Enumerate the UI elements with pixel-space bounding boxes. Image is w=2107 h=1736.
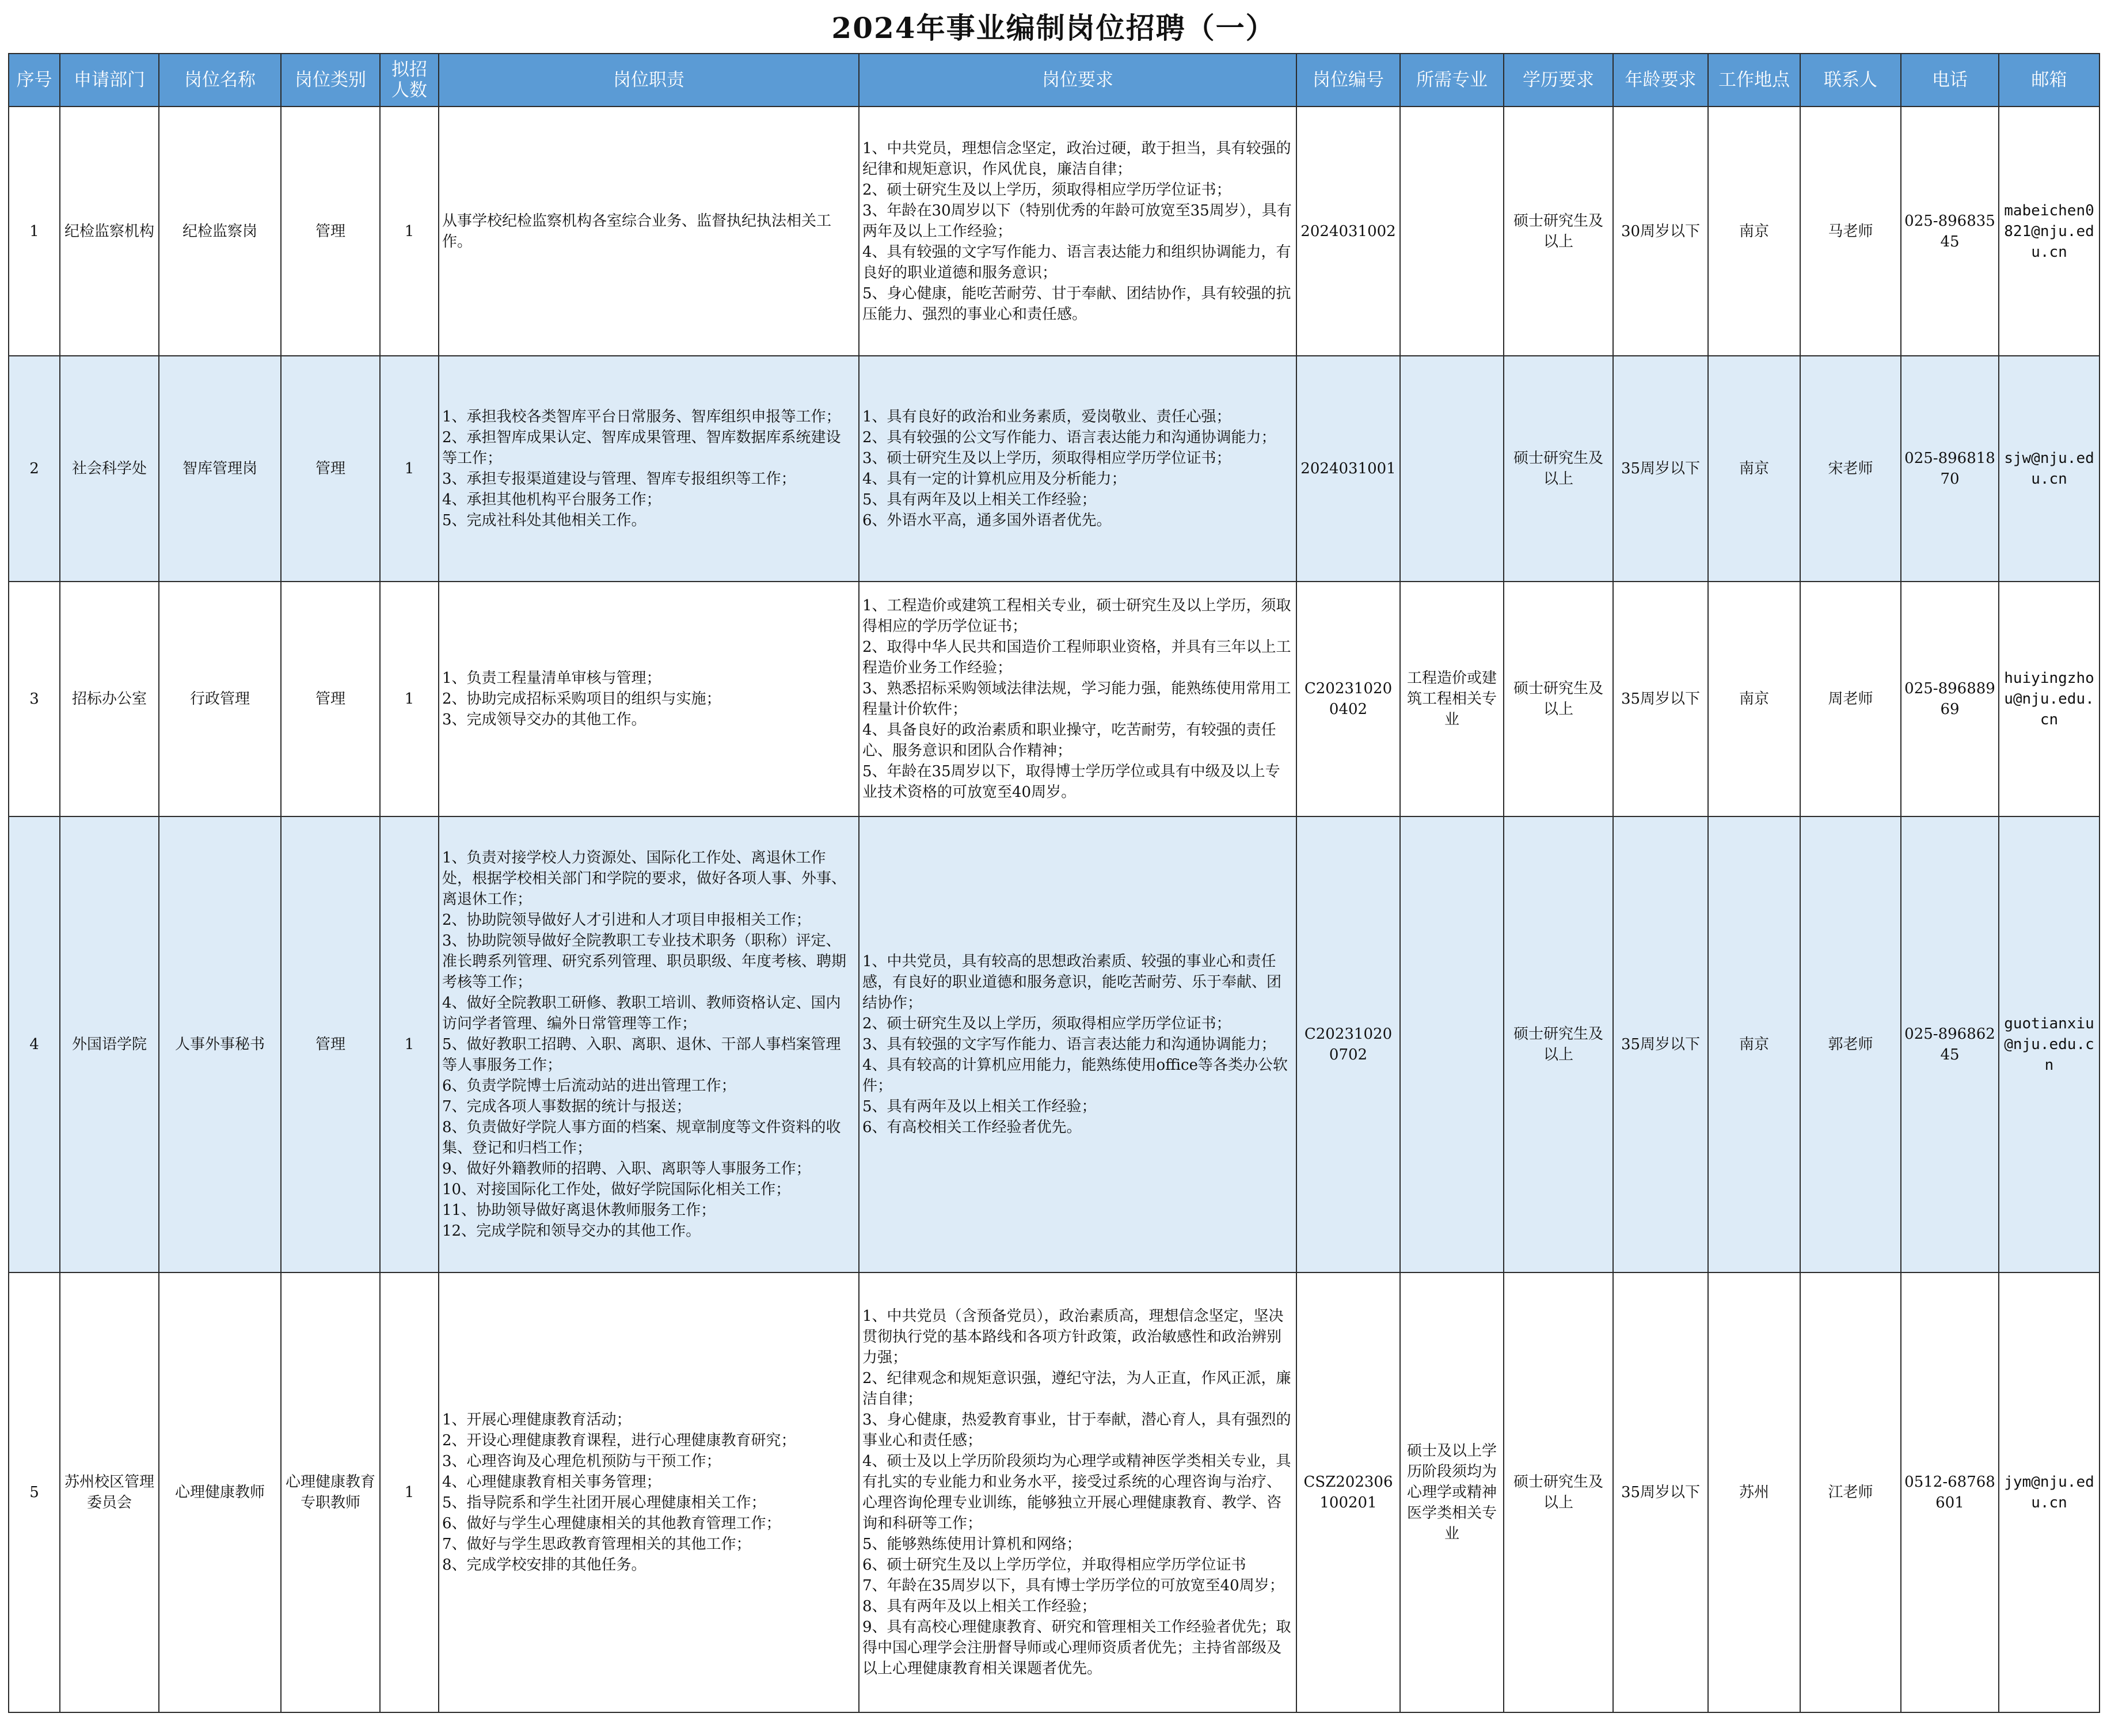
cell-duties-line: 12、完成学院和领导交办的其他工作。 <box>442 1222 701 1240</box>
table-row <box>9 1272 2100 1712</box>
cell-dept: 苏州校区管理委员会 <box>60 1272 159 1712</box>
cell-code: C202310200402 <box>1296 582 1400 816</box>
header-count: 拟招人数 <box>380 54 439 107</box>
cell-duties-line: 11、协助领导做好离退休教师服务工作； <box>442 1202 716 1219</box>
cell-requirements <box>859 356 1296 582</box>
cell-age: 35周岁以下 <box>1613 816 1708 1272</box>
cell-contact: 马老师 <box>1800 107 1901 356</box>
cell-duties-line: 1、负责对接学校人力资源处、国际化工作处、离退休工作处，根据学校相关部门和学院的要求，做好各项人事、外事、离退休工作； <box>442 849 847 908</box>
cell-duties <box>439 816 859 1272</box>
cell-duties-line: 3、完成领导交办的其他工作。 <box>442 711 646 728</box>
cell-duties-line: 4、承担其他机构平台服务工作； <box>442 491 661 508</box>
cell-duties-line: 2、开设心理健康教育课程，进行心理健康教育研究； <box>442 1432 796 1449</box>
cell-requirements-line: 9、具有高校心理健康教育、研究和管理相关工作经验者优先；取得中国心理学会注册督导师或心理师资质者优先；主持省部级及以上心理健康教育相关课题者优先。 <box>862 1619 1291 1677</box>
cell-duties-line: 1、负责工程量清单审核与管理； <box>442 670 661 687</box>
cell-duties-line: 6、做好与学生心理健康相关的其他教育管理工作； <box>442 1515 781 1532</box>
header-major: 所需专业 <box>1400 54 1504 107</box>
cell-requirements-line: 5、具有两年及以上相关工作经验； <box>862 1098 1097 1115</box>
cell-requirements <box>859 816 1296 1272</box>
cell-code: C202310200702 <box>1296 816 1400 1272</box>
cell-category: 管理 <box>281 816 380 1272</box>
cell-requirements-line: 2、硕士研究生及以上学历，须取得相应学历学位证书； <box>862 1015 1231 1032</box>
cell-requirements-line: 2、取得中华人民共和国造价工程师职业资格，并具有三年以上工程造价业务工作经验； <box>862 639 1291 677</box>
cell-requirements-line: 3、具有较强的文字写作能力、语言表达能力和沟通协调能力； <box>862 1036 1276 1053</box>
cell-duties-line: 3、协助院领导做好全院教职工专业技术职务（职称）评定、准长聘系列管理、研究系列管理、职员职级、年度考核、聘期考核等工作； <box>442 932 847 991</box>
cell-no: 5 <box>9 1272 60 1712</box>
cell-requirements-line: 4、硕士及以上学历阶段须均为心理学或精神医学类相关专业，具有扎实的专业能力和业务水平，接受过系统的心理咨询与治疗、心理咨询伦理专业训练，能够独立开展心理健康教育、教学、咨询和科研等工作； <box>862 1453 1291 1532</box>
cell-category: 管理 <box>281 582 380 816</box>
cell-requirements-line: 5、具有两年及以上相关工作经验； <box>862 491 1097 508</box>
cell-duties <box>439 107 859 356</box>
cell-category: 管理 <box>281 107 380 356</box>
cell-major <box>1400 107 1504 356</box>
cell-requirements-line: 2、纪律观念和规矩意识强，遵纪守法，为人正直，作风正派，廉洁自律； <box>862 1370 1291 1408</box>
cell-requirements-line: 4、具有一定的计算机应用及分析能力； <box>862 470 1127 488</box>
cell-no: 1 <box>9 107 60 356</box>
cell-education: 硕士研究生及以上 <box>1504 1272 1613 1712</box>
cell-age: 35周岁以下 <box>1613 582 1708 816</box>
table-row <box>9 816 2100 1272</box>
cell-email: huiyingzhou@nju.edu.cn <box>1999 582 2100 816</box>
cell-name: 行政管理 <box>159 582 281 816</box>
recruitment-table <box>8 53 2100 1713</box>
cell-category: 心理健康教育专职教师 <box>281 1272 380 1712</box>
cell-requirements-line: 5、能够熟练使用计算机和网络； <box>862 1536 1082 1553</box>
cell-no: 2 <box>9 356 60 582</box>
cell-requirements-line: 3、年龄在30周岁以下（特别优秀的年龄可放宽至35周岁），具有两年及以上工作经验； <box>862 202 1292 240</box>
cell-duties <box>439 356 859 582</box>
cell-dept: 外国语学院 <box>60 816 159 1272</box>
cell-duties-line: 4、心理健康教育相关事务管理； <box>442 1473 661 1491</box>
cell-requirements-line: 5、年龄在35周岁以下，取得博士学历学位或具有中级及以上专业技术资格的可放宽至40周岁。 <box>862 763 1280 801</box>
cell-duties-line: 7、完成各项人事数据的统计与报送； <box>442 1098 691 1115</box>
cell-count: 1 <box>380 356 439 582</box>
cell-duties-line: 1、承担我校各类智库平台日常服务、智库组织申报等工作； <box>442 408 841 426</box>
cell-requirements-line: 3、熟悉招标采购领域法律法规，学习能力强，能熟练使用常用工程量计价软件； <box>862 680 1291 718</box>
cell-requirements-line: 5、身心健康，能吃苦耐劳、甘于奉献、团结协作，具有较强的抗压能力、强烈的事业心和责任感。 <box>862 284 1291 323</box>
cell-requirements-line: 1、工程造价或建筑工程相关专业，硕士研究生及以上学历，须取得相应的学历学位证书； <box>862 597 1291 635</box>
page-title: 2024年事业编制岗位招聘（一） <box>831 11 1276 45</box>
header-code: 岗位编号 <box>1296 54 1400 107</box>
cell-duties-line: 3、承担专报渠道建设与管理、智库专报组织等工作； <box>442 470 796 488</box>
cell-duties-line: 10、对接国际化工作处，做好学院国际化相关工作； <box>442 1181 791 1198</box>
cell-no: 3 <box>9 582 60 816</box>
cell-category: 管理 <box>281 356 380 582</box>
header-category: 岗位类别 <box>281 54 380 107</box>
cell-count: 1 <box>380 816 439 1272</box>
cell-dept: 招标办公室 <box>60 582 159 816</box>
cell-phone: 025-89688969 <box>1901 582 1999 816</box>
table-row <box>9 107 2100 356</box>
cell-requirements <box>859 582 1296 816</box>
cell-count: 1 <box>380 582 439 816</box>
cell-count: 1 <box>380 107 439 356</box>
cell-age: 30周岁以下 <box>1613 107 1708 356</box>
header-dept: 申请部门 <box>60 54 159 107</box>
cell-duties <box>439 582 859 816</box>
header-no: 序号 <box>9 54 60 107</box>
cell-name: 人事外事秘书 <box>159 816 281 1272</box>
cell-duties-line: 9、做好外籍教师的招聘、入职、离职等人事服务工作； <box>442 1160 811 1177</box>
cell-contact: 周老师 <box>1800 582 1901 816</box>
cell-code: 2024031002 <box>1296 107 1400 356</box>
table-body <box>9 107 2100 1712</box>
cell-major: 硕士及以上学历阶段须均为心理学或精神医学类相关专业 <box>1400 1272 1504 1712</box>
cell-location: 南京 <box>1708 582 1800 816</box>
cell-name: 智库管理岗 <box>159 356 281 582</box>
cell-requirements-line: 8、具有两年及以上相关工作经验； <box>862 1598 1097 1615</box>
cell-phone: 025-89686245 <box>1901 816 1999 1272</box>
cell-email: sjw@nju.edu.cn <box>1999 356 2100 582</box>
header-row <box>9 54 2100 107</box>
cell-duties-line: 2、承担智库成果认定、智库成果管理、智库数据库系统建设等工作； <box>442 429 841 467</box>
cell-count: 1 <box>380 1272 439 1712</box>
cell-email: mabeichen0821@nju.edu.cn <box>1999 107 2100 356</box>
cell-no: 4 <box>9 816 60 1272</box>
cell-age: 35周岁以下 <box>1613 356 1708 582</box>
cell-requirements-line: 1、具有良好的政治和业务素质，爱岗敬业、责任心强； <box>862 408 1231 426</box>
cell-duties-line: 从事学校纪检监察机构各室综合业务、监督执纪执法相关工作。 <box>442 212 832 250</box>
cell-duties-line: 1、开展心理健康教育活动； <box>442 1411 632 1429</box>
cell-education: 硕士研究生及以上 <box>1504 816 1613 1272</box>
cell-location: 苏州 <box>1708 1272 1800 1712</box>
cell-duties-line: 2、协助院领导做好人才引进和人才项目申报相关工作； <box>442 911 811 929</box>
cell-duties-line: 4、做好全院教职工研修、教职工培训、教师资格认定、国内访问学者管理、编外日常管理等工作； <box>442 994 841 1032</box>
cell-requirements-line: 7、年龄在35周岁以下，具有博士学历学位的可放宽至40周岁； <box>862 1577 1284 1594</box>
cell-duties-line: 6、负责学院博士后流动站的进出管理工作； <box>442 1077 736 1095</box>
cell-contact: 江老师 <box>1800 1272 1901 1712</box>
cell-requirements-line: 4、具有较高的计算机应用能力，能熟练使用office等各类办公软件； <box>862 1057 1288 1095</box>
cell-requirements-line: 6、有高校相关工作经验者优先。 <box>862 1119 1082 1136</box>
cell-major <box>1400 356 1504 582</box>
cell-age: 35周岁以下 <box>1613 1272 1708 1712</box>
cell-education: 硕士研究生及以上 <box>1504 582 1613 816</box>
cell-major: 工程造价或建筑工程相关专业 <box>1400 582 1504 816</box>
header-name: 岗位名称 <box>159 54 281 107</box>
cell-requirements-line: 6、硕士研究生及以上学历学位，并取得相应学历学位证书 <box>862 1556 1246 1574</box>
cell-requirements-line: 3、身心健康，热爱教育事业，甘于奉献，潜心育人，具有强烈的事业心和责任感； <box>862 1411 1291 1449</box>
header-phone: 电话 <box>1901 54 1999 107</box>
cell-duties-line: 8、完成学校安排的其他任务。 <box>442 1556 646 1574</box>
cell-duties-line: 5、指导院系和学生社团开展心理健康相关工作； <box>442 1494 766 1511</box>
cell-duties-line: 5、做好教职工招聘、入职、离职、退休、干部人事档案管理等人事服务工作； <box>442 1036 841 1074</box>
cell-requirements-line: 6、外语水平高，通多国外语者优先。 <box>862 512 1112 529</box>
header-age: 年龄要求 <box>1613 54 1708 107</box>
cell-location: 南京 <box>1708 356 1800 582</box>
cell-duties-line: 7、做好与学生思政教育管理相关的其他工作； <box>442 1536 751 1553</box>
cell-education: 硕士研究生及以上 <box>1504 107 1613 356</box>
cell-dept: 社会科学处 <box>60 356 159 582</box>
cell-requirements <box>859 107 1296 356</box>
table-row <box>9 582 2100 816</box>
cell-duties <box>439 1272 859 1712</box>
cell-requirements-line: 1、中共党员，具有较高的思想政治素质、较强的事业心和责任感，有良好的职业道德和服务意识，能吃苦耐劳、乐于奉献、团结协作； <box>862 953 1282 1012</box>
cell-phone: 025-89681870 <box>1901 356 1999 582</box>
cell-email: jym@nju.edu.cn <box>1999 1272 2100 1712</box>
cell-requirements-line: 1、中共党员，理想信念坚定，政治过硬，敢于担当，具有较强的纪律和规矩意识，作风优良，廉洁自律； <box>862 139 1291 178</box>
cell-requirements-line: 2、具有较强的公文写作能力、语言表达能力和沟通协调能力； <box>862 429 1276 446</box>
header-contact: 联系人 <box>1800 54 1901 107</box>
cell-phone: 0512-68768601 <box>1901 1272 1999 1712</box>
table-row <box>9 356 2100 582</box>
cell-duties-line: 3、心理咨询及心理危机预防与干预工作； <box>442 1453 721 1470</box>
cell-requirements <box>859 1272 1296 1712</box>
cell-duties-line: 2、协助完成招标采购项目的组织与实施； <box>442 690 721 708</box>
header-email: 邮箱 <box>1999 54 2100 107</box>
cell-email: guotianxiu@nju.edu.cn <box>1999 816 2100 1272</box>
cell-location: 南京 <box>1708 107 1800 356</box>
cell-code: CSZ202306100201 <box>1296 1272 1400 1712</box>
cell-major <box>1400 816 1504 1272</box>
cell-education: 硕士研究生及以上 <box>1504 356 1613 582</box>
cell-requirements-line: 4、具备良好的政治素质和职业操守，吃苦耐劳，有较强的责任心、服务意识和团队合作精神； <box>862 721 1276 759</box>
header-duties: 岗位职责 <box>439 54 859 107</box>
cell-code: 2024031001 <box>1296 356 1400 582</box>
cell-contact: 宋老师 <box>1800 356 1901 582</box>
cell-location: 南京 <box>1708 816 1800 1272</box>
cell-requirements-line: 4、具有较强的文字写作能力、语言表达能力和组织协调能力，有良好的职业道德和服务意识； <box>862 243 1291 282</box>
header-education: 学历要求 <box>1504 54 1613 107</box>
cell-duties-line: 8、负责做好学院人事方面的档案、规章制度等文件资料的收集、登记和归档工作； <box>442 1119 841 1157</box>
cell-requirements-line: 3、硕士研究生及以上学历，须取得相应学历学位证书； <box>862 450 1231 467</box>
cell-phone: 025-89683545 <box>1901 107 1999 356</box>
cell-requirements-line: 1、中共党员（含预备党员），政治素质高，理想信念坚定，坚决贯彻执行党的基本路线和各项方针政策，政治敏感性和政治辨别力强； <box>862 1308 1284 1366</box>
cell-contact: 郭老师 <box>1800 816 1901 1272</box>
cell-requirements-line: 2、硕士研究生及以上学历，须取得相应学历学位证书； <box>862 181 1231 199</box>
cell-name: 心理健康教师 <box>159 1272 281 1712</box>
cell-name: 纪检监察岗 <box>159 107 281 356</box>
header-location: 工作地点 <box>1708 54 1800 107</box>
header-requirements: 岗位要求 <box>859 54 1296 107</box>
cell-duties-line: 5、完成社科处其他相关工作。 <box>442 512 646 529</box>
cell-dept: 纪检监察机构 <box>60 107 159 356</box>
